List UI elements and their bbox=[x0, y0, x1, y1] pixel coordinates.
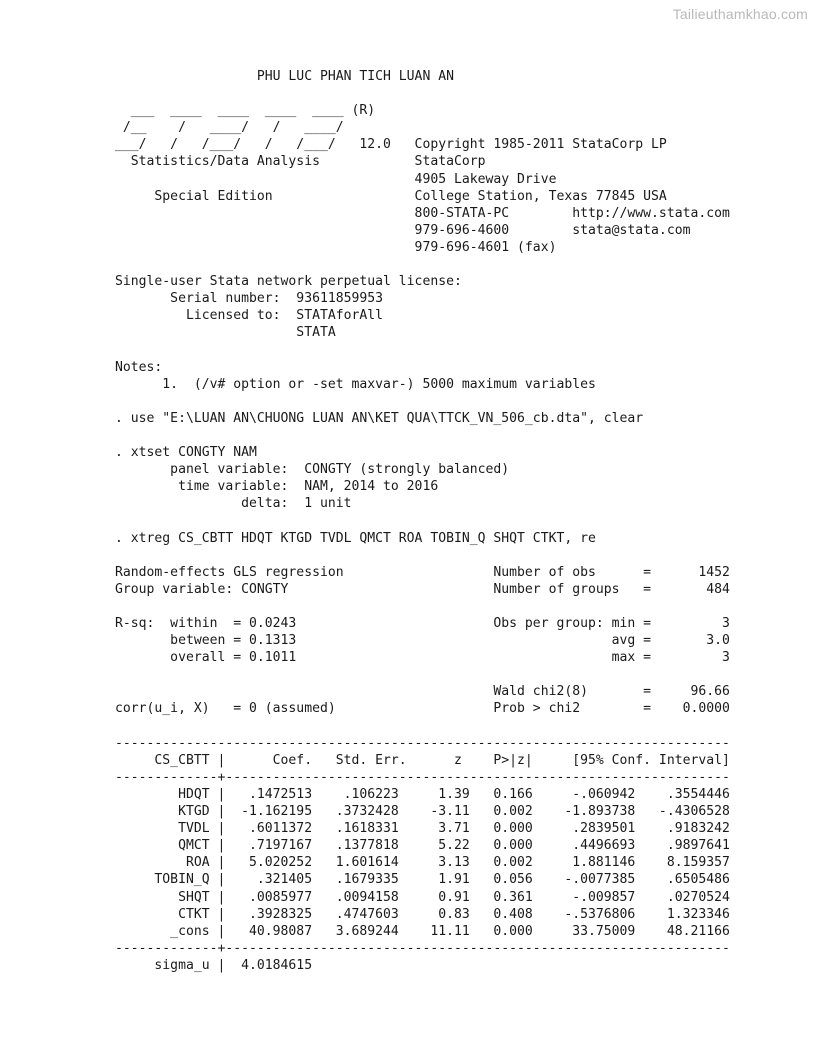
license-serial: Serial number: 93611859953 bbox=[115, 291, 384, 307]
regression-header: Group variable: CONGTY Number of groups = 484 bbox=[115, 581, 730, 597]
command-xtreg: . xtreg CS_CBTT HDQT KTGD TVDL QMCT ROA TOBIN_Q SHQT CTKT, re bbox=[115, 530, 596, 546]
stata-address-line: 4905 Lakeway Drive bbox=[115, 171, 557, 187]
xtset-output: panel variable: CONGTY (strongly balanced) bbox=[115, 462, 510, 478]
license-owner: Licensed to: STATAforAll bbox=[115, 308, 384, 324]
table-rule: -------------+---------------------------------------------------------------- bbox=[115, 940, 730, 956]
xtset-output: time variable: NAM, 2014 to 2016 bbox=[115, 479, 439, 495]
wald-line: Wald chi2(8) = 96.66 bbox=[115, 684, 730, 700]
stata-log-output bbox=[115, 68, 730, 974]
corr-line: corr(u_i, X) = 0 (assumed) Prob > chi2 = 0.0000 bbox=[115, 701, 730, 717]
table-header: CS_CBTT | Coef. Std. Err. z P>|z| [95% Conf. Interval] bbox=[115, 752, 730, 768]
stata-logo-line: /__ / ____/ / ____/ bbox=[115, 120, 344, 136]
command-use: . use "E:\LUAN AN\CHUONG LUAN AN\KET QUA\TTCK_VN_506_cb.dta", clear bbox=[115, 410, 644, 426]
stata-version-copyright: ___/ / /___/ / /___/ 12.0 Copyright 1985-2011 StataCorp LP bbox=[115, 137, 667, 153]
stata-contact-line: 800-STATA-PC http://www.stata.com bbox=[115, 205, 730, 221]
license-heading: Single-user Stata network perpetual license: bbox=[115, 274, 462, 290]
table-row: QMCT | .7197167 .1377818 5.22 0.000 .4496693 .9897641 bbox=[115, 838, 730, 854]
stata-edition-line: Special Edition College Station, Texas 77845 USA bbox=[115, 188, 667, 204]
rsq-line: overall = 0.1011 max = 3 bbox=[115, 650, 730, 666]
stata-logo-line: ___ ____ ____ ____ ____ (R) bbox=[115, 103, 376, 119]
notes-heading: Notes: bbox=[115, 359, 163, 375]
stata-contact-line: 979-696-4600 stata@stata.com bbox=[115, 222, 691, 238]
note-item: 1. (/v# option or -set maxvar-) 5000 maximum variables bbox=[115, 376, 596, 392]
watermark: Tailieuthamkhao.com bbox=[672, 6, 808, 22]
rsq-line: R-sq: within = 0.0243 Obs per group: min = 3 bbox=[115, 616, 730, 631]
table-row: SHQT | .0085977 .0094158 0.91 0.361 -.009857 .0270524 bbox=[115, 889, 730, 905]
table-row: TOBIN_Q | .321405 .1679335 1.91 0.056 -.0077385 .6505486 bbox=[115, 872, 730, 888]
command-xtset: . xtset CONGTY NAM bbox=[115, 445, 257, 461]
table-row: TVDL | .6011372 .1618331 3.71 0.000 .2839501 .9183242 bbox=[115, 821, 730, 837]
table-rule: -------------+---------------------------------------------------------------- bbox=[115, 769, 730, 785]
table-row: KTGD | -1.162195 .3732428 -3.11 0.002 -1.893738 -.4306528 bbox=[115, 804, 730, 820]
rsq-line: between = 0.1313 avg = 3.0 bbox=[115, 633, 730, 649]
stata-product-line: Statistics/Data Analysis StataCorp bbox=[115, 154, 486, 170]
regression-header: Random-effects GLS regression Number of obs = 1452 bbox=[115, 564, 730, 580]
table-row: HDQT | .1472513 .106223 1.39 0.166 -.060942 .3554446 bbox=[115, 786, 730, 802]
table-row: sigma_u | 4.0184615 bbox=[115, 957, 313, 973]
xtset-output: delta: 1 unit bbox=[115, 496, 352, 512]
table-row: ROA | 5.020252 1.601614 3.13 0.002 1.881146 8.159357 bbox=[115, 855, 730, 871]
page-title: PHU LUC PHAN TICH LUAN AN bbox=[115, 69, 454, 84]
stata-contact-line: 979-696-4601 (fax) bbox=[115, 239, 557, 255]
table-row: CTKT | .3928325 .4747603 0.83 0.408 -.5376806 1.323346 bbox=[115, 906, 730, 922]
license-owner: STATA bbox=[115, 325, 336, 341]
table-row: _cons | 40.98087 3.689244 11.11 0.000 33.75009 48.21166 bbox=[115, 923, 730, 939]
table-rule: ------------------------------------------------------------------------------ bbox=[115, 735, 730, 751]
